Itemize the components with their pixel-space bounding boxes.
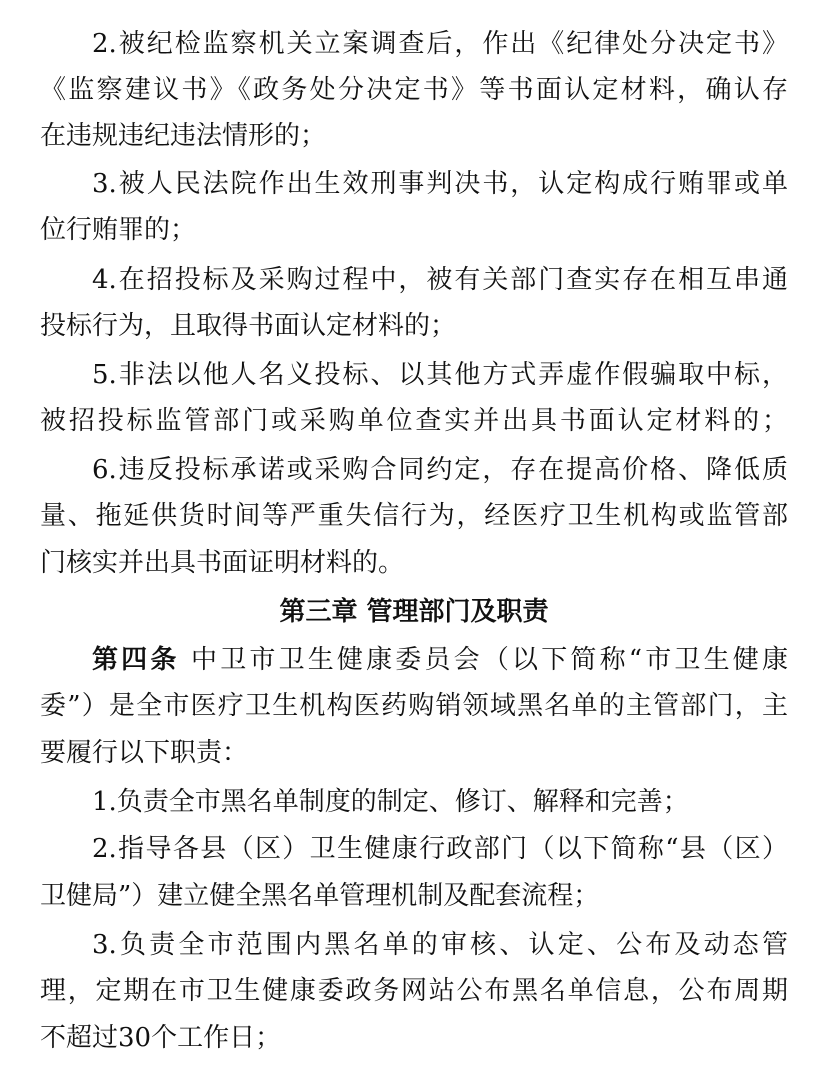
paragraph-line: 1.负责全市黑名单制度的制定、修订、解释和完善； (92, 787, 689, 817)
paragraph-line: 被招投标监管部门或采购单位查实并出具书面认定材料的； (40, 406, 788, 436)
paragraph-line: 卫健局”）建立健全黑名单管理机制及配套流程； (40, 881, 600, 911)
paragraph-line: 位行贿罪的； (40, 215, 197, 245)
paragraph-line: 2.指导各县（区）卫生健康行政部门（以下简称“县（区） (92, 834, 788, 864)
chapter-heading: 第三章 管理部门及职责 (279, 597, 549, 627)
paragraph-line: 3.负责全市范围内黑名单的审核、认定、公布及动态管 (92, 930, 788, 960)
paragraph-line: 《监察建议书》《政务处分决定书》等书面认定材料，确认存 (40, 75, 788, 105)
paragraph-line: 理，定期在市卫生健康委政务网站公布黑名单信息，公布周期 (40, 976, 788, 1006)
paragraph-line: 要履行以下职责： (40, 738, 249, 768)
paragraph-line: 6.违反投标承诺或采购合同约定，存在提高价格、降低质 (92, 455, 788, 485)
paragraph-line: 在违规违纪违法情形的； (40, 121, 327, 151)
paragraph-line: 3.被人民法院作出生效刑事判决书，认定构成行贿罪或单 (92, 169, 788, 199)
paragraph-line: 委”）是全市医疗卫生机构医药购销领域黑名单的主管部门，主 (40, 691, 788, 721)
paragraph-line: 4.在招投标及采购过程中，被有关部门查实存在相互串通 (92, 265, 788, 295)
paragraph-line: 投标行为，且取得书面认定材料的； (40, 311, 457, 341)
article-label: 第四条 (92, 645, 180, 675)
paragraph-line: 2.被纪检监察机关立案调查后，作出《纪律处分决定书》 (92, 29, 788, 59)
paragraph-line: 门核实并出具书面证明材料的。 (40, 548, 405, 578)
article-line (92, 640, 788, 680)
paragraph-line: 5.非法以他人名义投标、以其他方式弄虚作假骗取中标， (92, 360, 788, 390)
article-text: 中卫市卫生健康委员会（以下简称“市卫生健康 (179, 645, 788, 675)
paragraph-line: 不超过30个工作日； (40, 1023, 282, 1053)
paragraph-line: 量、拖延供货时间等严重失信行为，经医疗卫生机构或监管部 (40, 501, 788, 531)
